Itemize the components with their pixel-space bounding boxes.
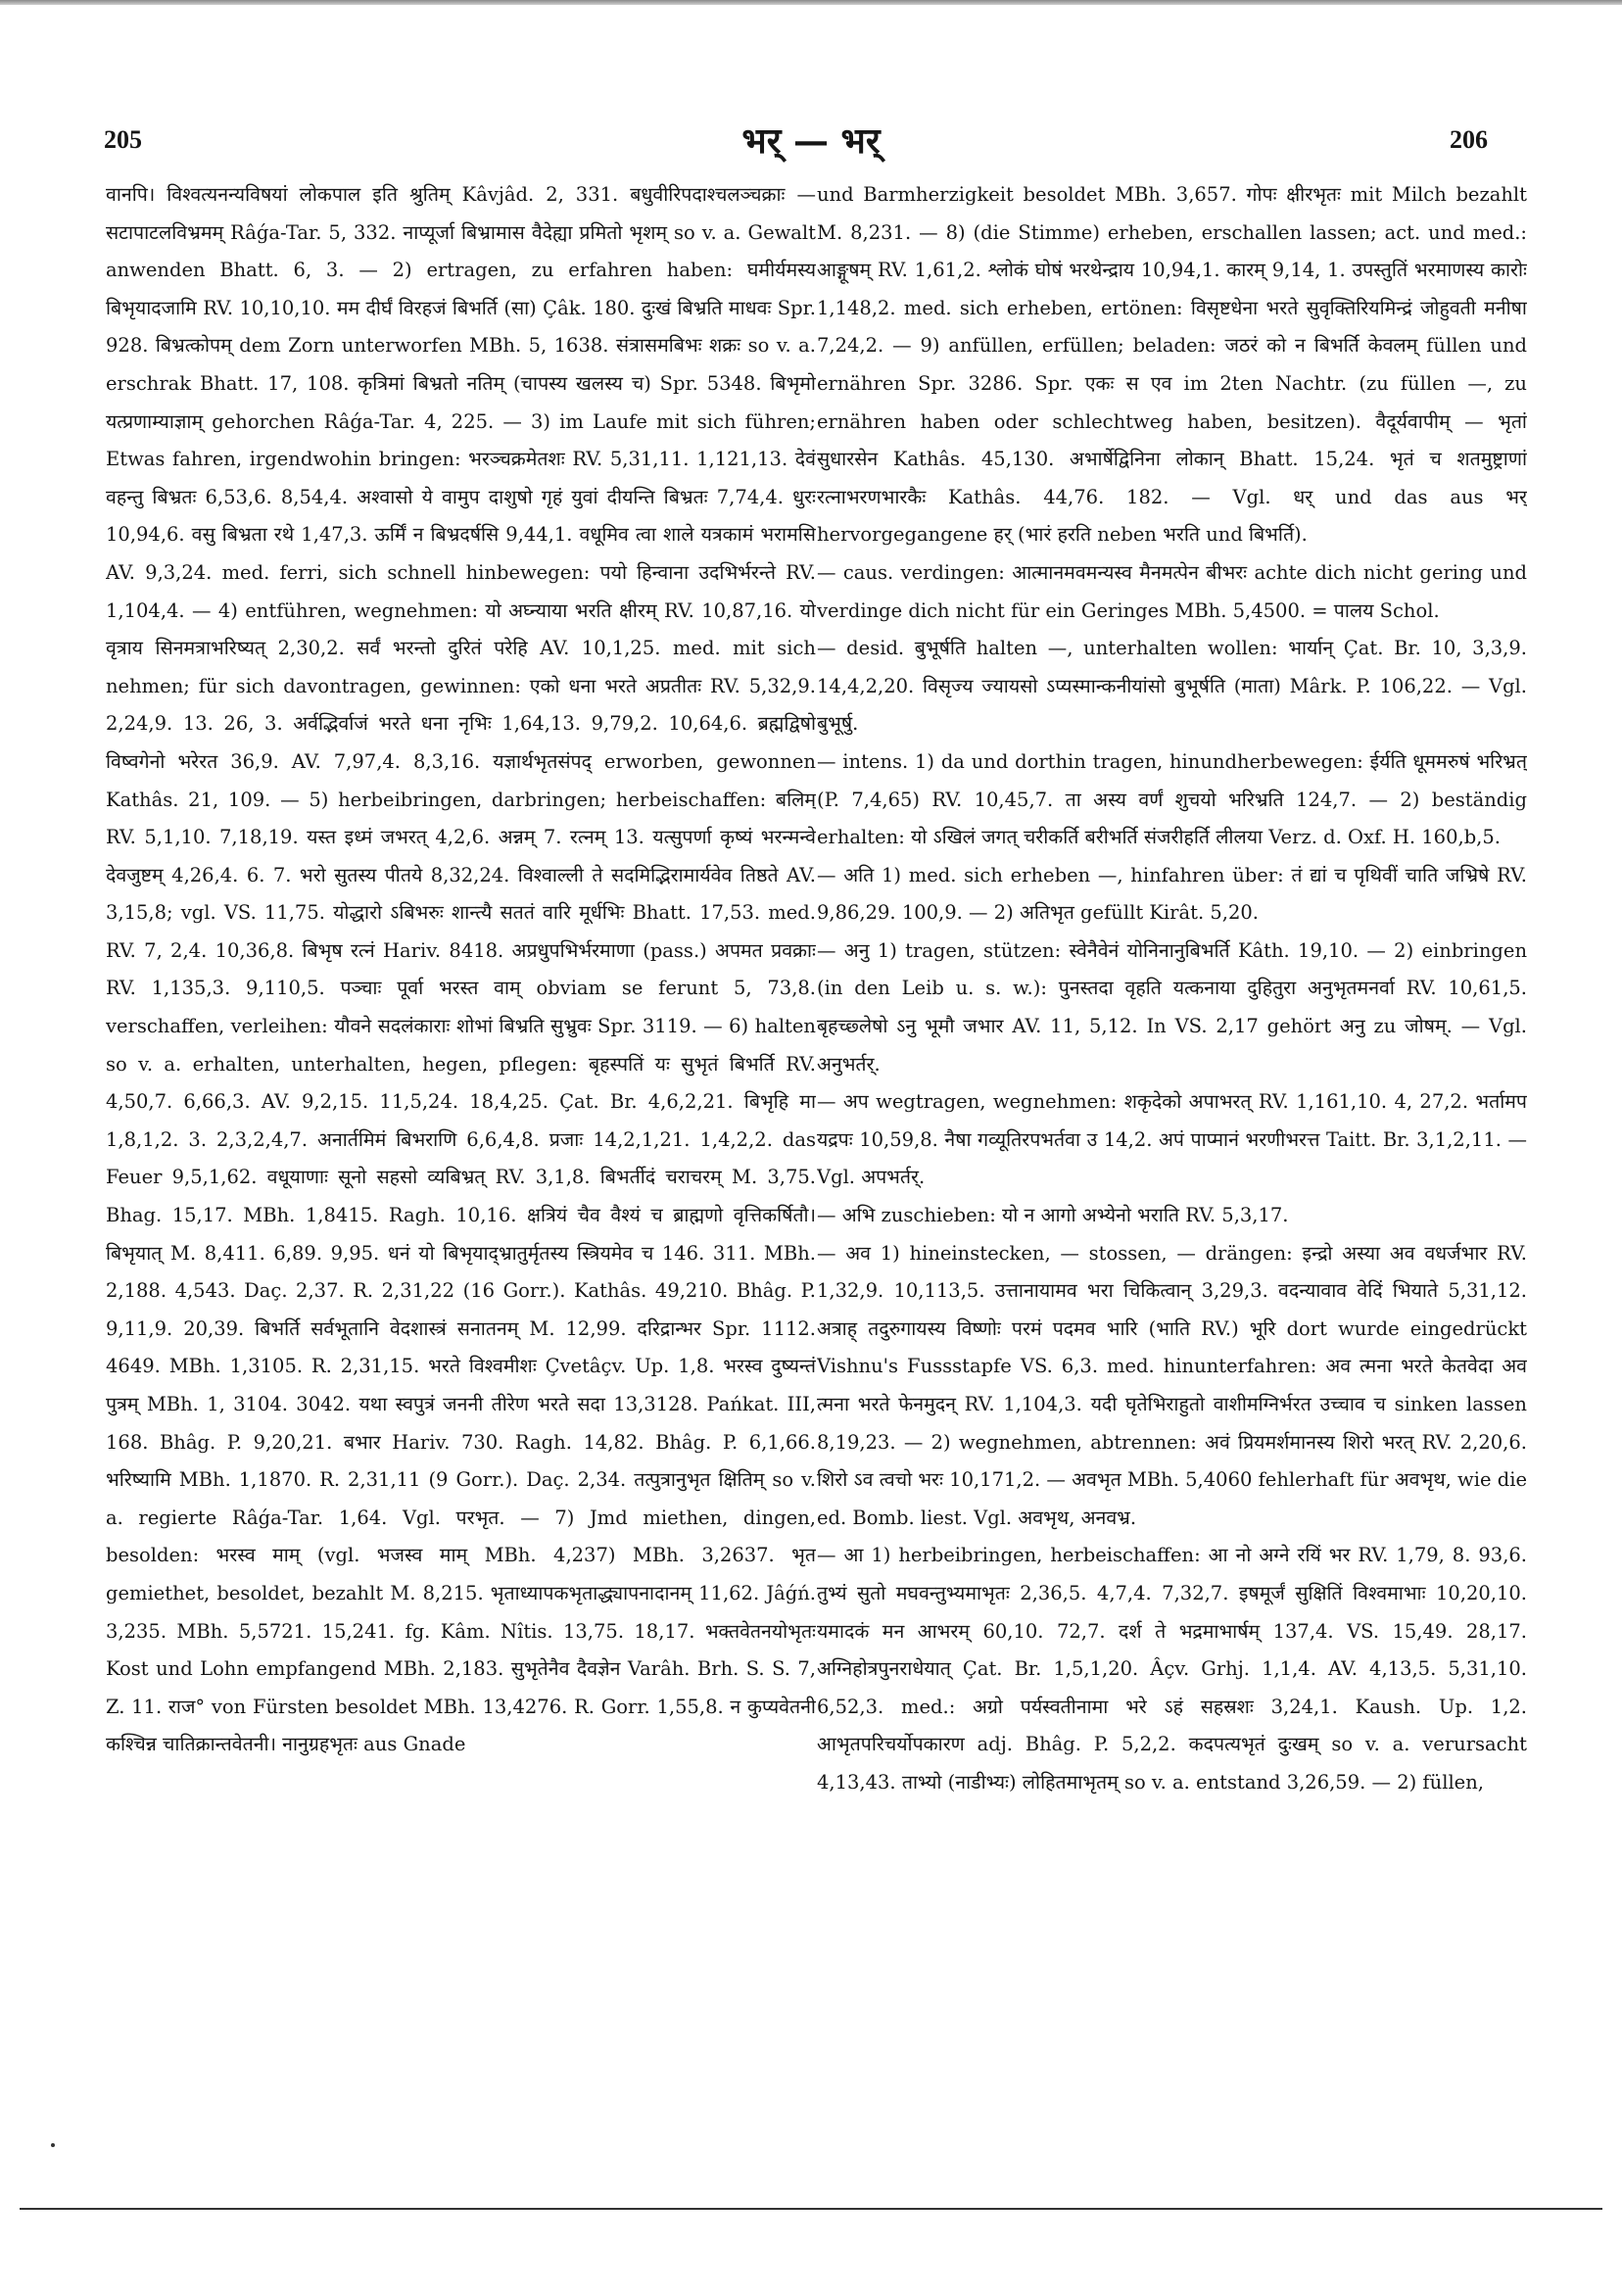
right-page-number: 206 <box>1450 125 1488 154</box>
entry-paragraph: — intens. 1) da und dorthin tragen, hinundherbewegen: ईर्यति धूममरुषं भरिभ्रत् (P. 7,4,65) RV. 10,45,7. ता अस्य वर्णं शुचयो भरिभ्रति 124,7. — 2) beständig erhalten: यो ऽखिलं जगत् चरीकर्ति बरीभर्ति संजरीहर्ति लीलया Verz. d. Oxf. H. 160,b,5. <box>817 749 1527 849</box>
entry-paragraph: — अति 1) med. sich erheben —, hinfahren über: तं द्यां च पृथिवीं चाति जभ्रिषे RV. 9,86,29. 100,9. — 2) अतिभृत gefüllt Kirât. 5,20. <box>817 863 1527 925</box>
entry-paragraph: — आ 1) herbeibringen, herbeischaffen: आ नो अग्ने रयिं भर RV. 1,79, 8. 93,6. तुभ्यं सुतो मघवन्तुभ्यमाभृतः 2,36,5. 4,7,4. 7,32,7. इषमूर्जं सुक्षितिं विश्वमाभाः 10,20,10. यमादकं मन आभरम् 60,10. 72,7. दर्श ते भद्रमाभार्षम् 137,4. VS. 15,49. 28,17. अग्निहोत्रपुनराधेयात् Çat. Br. 1,5,1,20. Âçv. Grhj. 1,1,4. AV. 4,13,5. 5,31,10. 6,52,3. med.: अग्रो पर्यस्वतीनामा भरे ऽहं सहस्रशः 3,24,1. Kaush. Up. 1,2. आभृतपरिचर्योपकारण adj. Bhâg. P. 5,2,2. कदपत्यभृतं दुःखम् so v. a. verursacht 4,13,43. ताभ्यो (नाडीभ्यः) लोहितमाभृतम् so v. a. entstand 3,26,59. — 2) füllen, <box>817 1544 1527 1794</box>
entry-paragraph: — caus. verdingen: आत्मानमवमन्यस्व मैनमत्पेन बीभरः achte dich nicht gering und verdinge dich nicht für ein Geringes MBh. 5,4500. = पालय Schol. <box>817 560 1527 622</box>
top-border-rule <box>0 0 1622 5</box>
right-column <box>817 176 1527 2126</box>
entry-paragraph: und Barmherzigkeit besoldet MBh. 3,657. गोपः क्षीरभृतः mit Milch bezahlt M. 8,231. — 8) (die Stimme) erheben, erschallen lassen; act. und med.: आङ्गूषम् RV. 1,61,2. श्लोकं घोषं भरथेन्द्राय 10,94,1. कारम् 9,14, 1. उपस्तुतिं भरमाणस्य कारोः 1,148,2. med. sich erheben, ertönen: विसृष्टधेना भरते सुवृक्तिरियमिन्द्रं जोहुवती मनीषा 7,24,2. — 9) anfüllen, erfüllen; beladen: जठरं को न बिभर्ति केवलम् füllen und ernähren Spr. 3286. Spr. एकः स एव im 2ten Nachtr. (zu füllen —, zu ernähren haben oder schlechtweg haben, besitzen). वैदूर्यवापीम् — भृतां सुधारसेन Kathâs. 45,130. अभार्षेद्विनिना लोकान् Bhatt. 15,24. भृतं च शतमुष्ट्राणां रत्नाभरणभारकैः Kathâs. 44,76. 182. — Vgl. धर् und das aus भर् hervorgegangene हर् (भारं हरति neben भरति und बिभर्ति). <box>817 183 1527 547</box>
entry-paragraph: — अभि zuschieben: यो न आगो अभ्येनो भराति RV. 5,3,17. <box>817 1204 1289 1227</box>
left-column <box>106 176 816 2126</box>
entry-paragraph: — अप wegtragen, wegnehmen: शकृदेको अपाभरत् RV. 1,161,10. 4, 27,2. भर्तामप यद्रपः 10,59,8. नैषा गव्यूतिरपभर्तवा उ 14,2. अपं पाप्मानं भरणीभरत्त Taitt. Br. 3,1,2,11. — Vgl. अपभर्तर्. <box>817 1090 1527 1189</box>
entry-paragraph: — अव 1) hineinstecken, — stossen, — drängen: इन्द्रो अस्या अव वधर्जभार RV. 1,32,9. 10,113,5. उत्तानायामव भरा चिकित्वान् 3,29,3. वदन्यावाव वेदिं भियाते 5,31,12. अत्राह् तदुरुगायस्य विष्णोः परमं पदमव भारि (भाति RV.) भूरि dort wurde eingedrückt Vishnu's Fussstapfe VS. 6,3. med. hinunterfahren: अव त्मना भरते केतवेदा अव त्मना भरते फेनमुदन् RV. 1,104,3. यदी घृतेभिराहुतो वाशीमग्निर्भरत उच्चाव च sinken lassen 8,19,23. — 2) wegnehmen, abtrennen: अवं प्रियमर्शमानस्य शिरो भरत् RV. 2,20,6. शिरो ऽव त्वचो भरः 10,171,2. — अवभृत MBh. 5,4060 fehlerhaft für अवभृथ, wie die ed. Bomb. liest. Vgl. अवभृथ, अनवभ्र. <box>817 1241 1527 1529</box>
entry-paragraph: — अनु 1) tragen, stützen: स्वेनैवेनं योनिनानुबिभर्ति Kâth. 19,10. — 2) einbringen (in den Leib u. s. w.): पुनस्तदा वृहति यत्कनाया दुहितुरा अनुभृतमनर्वा RV. 10,61,5. बृहच्छ्लेषो ऽनु भूमौ जभार AV. 11, 5,12. In VS. 2,17 gehört अनु zu जोषम्. — Vgl. अनुभर्तर्. <box>817 938 1527 1076</box>
left-page-number: 205 <box>104 125 142 154</box>
running-head: भर् — भर् <box>741 120 881 162</box>
margin-mark <box>51 2143 55 2147</box>
bottom-border-rule <box>20 2208 1602 2210</box>
left-column-text: वानपि। विश्वत्यनन्यविषयां लोकपाल इति श्रुतिम् Kâvjâd. 2, 331. बधुवीरिपदाश्चलञ्चक्राः — सटापाटलविभ्रमम् Râǵa-Tar. 5, 332. नाप्यूर्जा बिभ्रामास वैदेह्या प्रमितो भृशम् so v. a. Gewalt anwenden Bhatt. 6, 3. — 2) ertragen, zu erfahren haben: घमीर्यमस्य बिभृयादजामि RV. 10,10,10. मम दीर्घं विरहजं बिभर्ति (सा) Çâk. 180. दुःखं बिभ्रति माधवः Spr. 928. बिभ्रत्कोपम् dem Zorn unterworfen MBh. 5, 1638. संत्रासमबिभः शक्रः so v. a. erschrak Bhatt. 17, 108. कृत्रिमां बिभ्रतो नतिम् (चापस्य खलस्य च) Spr. 5348. बिभृमो यत्प्रणाम्याज्ञाम् gehorchen Râǵa-Tar. 4, 225. — 3) im Laufe mit sich führen; Etwas fahren, irgendwohin bringen: भरञ्चक्रमेतशः RV. 5,31,11. 1,121,13. देवं वहन्तु बिभ्रतः 6,53,6. 8,54,4. अश्वासो ये वामुप दाशुषो गृहं युवां दीयन्ति बिभ्रतः 7,74,4. धुरः 10,94,6. वसु बिभ्रता रथे 1,47,3. ऊर्मिं न बिभ्रदर्षसि 9,44,1. वधूमिव त्वा शाले यत्रकामं भरामसि AV. 9,3,24. med. ferri, sich schnell hinbewegen: पयो हिन्वाना उदभिर्भरन्ते RV. 1,104,4. — 4) entführen, wegnehmen: यो अघ्न्याया भरति क्षीरम् RV. 10,87,16. यो वृत्राय सिनमत्राभरिष्यत् 2,30,2. सर्वं भरन्तो दुरितं परेहि AV. 10,1,25. med. mit sich nehmen; für sich davontragen, gewinnen: एको धना भरते अप्रतीतः RV. 5,32,9. 2,24,9. 13. 26, 3. अर्वद्भिर्वाजं भरते धना नृभिः 1,64,13. 9,79,2. 10,64,6. ब्रह्मद्विषो विष्वगेनो भरेरत 36,9. AV. 7,97,4. 8,3,16. यज्ञार्थभृतसंपद् erworben, gewonnen Kathâs. 21, 109. — 5) herbeibringen, darbringen; herbeischaffen: बलिम् RV. 5,1,10. 7,18,19. यस्त इध्मं जभरत् 4,2,6. अन्नम् 7. रत्नम् 13. यत्सुपर्णा कृष्यं भरन्मन्वे देवजुष्टम् 4,26,4. 6. 7. भरो सुतस्य पीतये 8,32,24. विश्वाल्ली ते सदमिद्भिरामार्यवेव तिष्ठते AV. 3,15,8; vgl. VS. 11,75. योद्धारो ऽबिभरुः शान्त्यै सततं वारि मूर्धभिः Bhatt. 17,53. med. RV. 7, 2,4. 10,36,8. बिभृष रत्नं Hariv. 8418. अप्रधुपभिर्भरमाणा (pass.) अपमत प्रवक्राः RV. 1,135,3. 9,110,5. पञ्चाः पूर्वा भरस्त वाम् obviam se ferunt 5, 73,8. verschaffen, verleihen: यौवने सदलंकाराः शोभां बिभ्रति सुभ्रुवः Spr. 3119. — 6) halten so v. a. erhalten, unterhalten, hegen, pflegen: बृहस्पतिं यः सुभृतं बिभर्ति RV. 4,50,7. 6,66,3. AV. 9,2,15. 11,5,24. 18,4,25. Çat. Br. 4,6,2,21. बिभृहि मा 1,8,1,2. 3. 2,3,2,4,7. अनार्तमिमं बिभराणि 6,6,4,8. प्रजाः 14,2,1,21. 1,4,2,2. das Feuer 9,5,1,62. वधूयाणाः सूनो सहसो व्यबिभ्रत् RV. 3,1,8. बिभर्तीदं चराचरम् M. 3,75. Bhag. 15,17. MBh. 1,8415. Ragh. 10,16. क्षत्रियं चैव वैश्यं च ब्राह्मणो वृत्तिकर्षितौ। बिभृयात् M. 8,411. 6,89. 9,95. धनं यो बिभृयाद्भ्रातुर्मृतस्य स्त्रियमेव च 146. 311. MBh. 2,188. 4,543. Daç. 2,37. R. 2,31,22 (16 Gorr.). Kathâs. 49,210. Bhâg. P. 9,11,9. 20,39. बिभर्ति सर्वभूतानि वेदशास्त्रं सनातनम् M. 12,99. दरिद्रान्भर Spr. 1112. 4649. MBh. 1,3105. R. 2,31,15. भरते विश्वमीशः Çvetâçv. Up. 1,8. भरस्व दुष्यन्तं पुत्रम् MBh. 1, 3104. 3042. यथा स्वपुत्रं जननी तीरेण भरते सदा 13,3128. Pańkat. III, 168. Bhâg. P. 9,20,21. बभार Hariv. 730. Ragh. 14,82. Bhâg. P. 6,1,66. भरिष्यामि MBh. 1,1870. R. 2,31,11 (9 Gorr.). Daç. 2,34. तत्पुत्रानुभृत क्षितिम् so v. a. regierte Râǵa-Tar. 1,64. Vgl. परभृत. — 7) Jmd miethen, dingen, besolden: भरस्व माम् (vgl. भजस्व माम् MBh. 4,237) MBh. 3,2637. भृत gemiethet, besoldet, bezahlt M. 8,215. भृताध्यापकभृताद्ध्यापनादानम् 11,62. Jâǵń. 3,235. MBh. 5,5721. 15,241. fg. Kâm. Nîtis. 13,75. 18,17. भक्तवेतनयोभृतः Kost und Lohn empfangend MBh. 2,183. सुभृतेनैव दैवज्ञेन Varâh. Brh. S. S. 7, Z. 11. राज° von Fürsten besoldet MBh. 13,4276. R. Gorr. 1,55,8. न कुप्यवेतनी कश्चिन्न चातिक्रान्तवेतनी। नानुग्रहभृतः aus Gnade <box>106 183 816 1756</box>
entry-paragraph: — desid. बुभूर्षति halten —, unterhalten wollen: भार्यान् Çat. Br. 10, 3,3,9. 14,4,2,20. विसृज्य ज्यायसो ऽप्यस्मान्कनीयांसो बुभूर्षति (माता) Mârk. P. 106,22. — Vgl. बुभूर्षु. <box>817 637 1527 736</box>
